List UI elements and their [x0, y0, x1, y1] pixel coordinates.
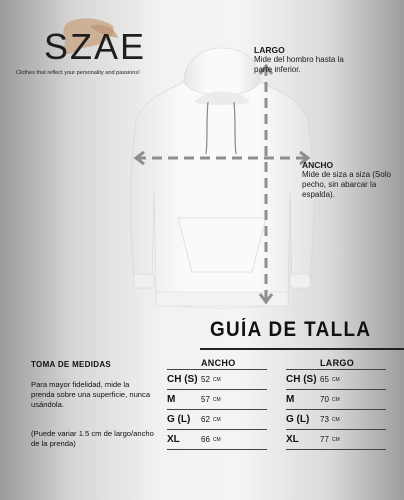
unit-label: CM — [212, 376, 221, 383]
unit-label: CM — [331, 416, 340, 423]
width-size-table — [167, 369, 267, 450]
width-annotation — [302, 160, 402, 200]
unit-label: CM — [212, 416, 221, 423]
measure-description: Para mayor fidelidad, mide la prenda sobre una superficie, nunca usándola. — [31, 380, 151, 409]
length-annotation — [254, 45, 364, 75]
table-row — [286, 429, 386, 450]
measure-note: (Puede variar 1.5 cm de largo/ancho de la prenda) — [31, 429, 154, 448]
measure-title: TOMA DE MEDIDAS — [31, 360, 112, 369]
table-row — [286, 409, 386, 429]
brand-tagline: Clothes that reflect your personality and passions! — [16, 70, 140, 76]
width-annotation-title: ANCHO — [302, 160, 334, 170]
hoodie-illustration — [122, 42, 322, 322]
table-row — [167, 409, 267, 429]
size-guide-title: GUÍA DE TALLA — [210, 318, 372, 341]
unit-label: CM — [212, 396, 221, 403]
size-label: M — [286, 394, 295, 405]
table-row — [286, 369, 386, 389]
width-column-title: ANCHO — [201, 358, 236, 368]
table-row — [286, 389, 386, 409]
size-label: XL — [286, 434, 299, 445]
size-value: 70 — [320, 395, 329, 404]
unit-label: CM — [331, 436, 340, 443]
unit-label: CM — [212, 436, 221, 443]
title-divider — [200, 348, 404, 350]
size-label: CH (S) — [167, 374, 198, 385]
size-value: 77 — [320, 435, 329, 444]
logo-text: SZAE — [44, 26, 147, 67]
size-value: 57 — [201, 395, 210, 404]
table-row — [167, 389, 267, 409]
size-label: CH (S) — [286, 374, 317, 385]
size-label: M — [167, 394, 176, 405]
size-label: G (L) — [167, 414, 191, 425]
size-value: 62 — [201, 415, 210, 424]
unit-label: CM — [331, 376, 340, 383]
size-value: 66 — [201, 435, 210, 444]
size-value: 73 — [320, 415, 329, 424]
length-annotation-text: Mide del hombro hasta la parte inferior. — [254, 55, 344, 74]
table-row — [167, 429, 267, 450]
size-value: 65 — [320, 375, 329, 384]
length-size-table — [286, 369, 386, 450]
table-row — [167, 369, 267, 389]
width-annotation-text: Mide de siza a siza (Solo pecho, sin abarcar la espalda). — [302, 170, 391, 199]
length-column-title: LARGO — [320, 358, 354, 368]
size-value: 52 — [201, 375, 210, 384]
length-annotation-title: LARGO — [254, 45, 285, 55]
size-label: XL — [167, 434, 180, 445]
unit-label: CM — [331, 396, 340, 403]
size-label: G (L) — [286, 414, 310, 425]
